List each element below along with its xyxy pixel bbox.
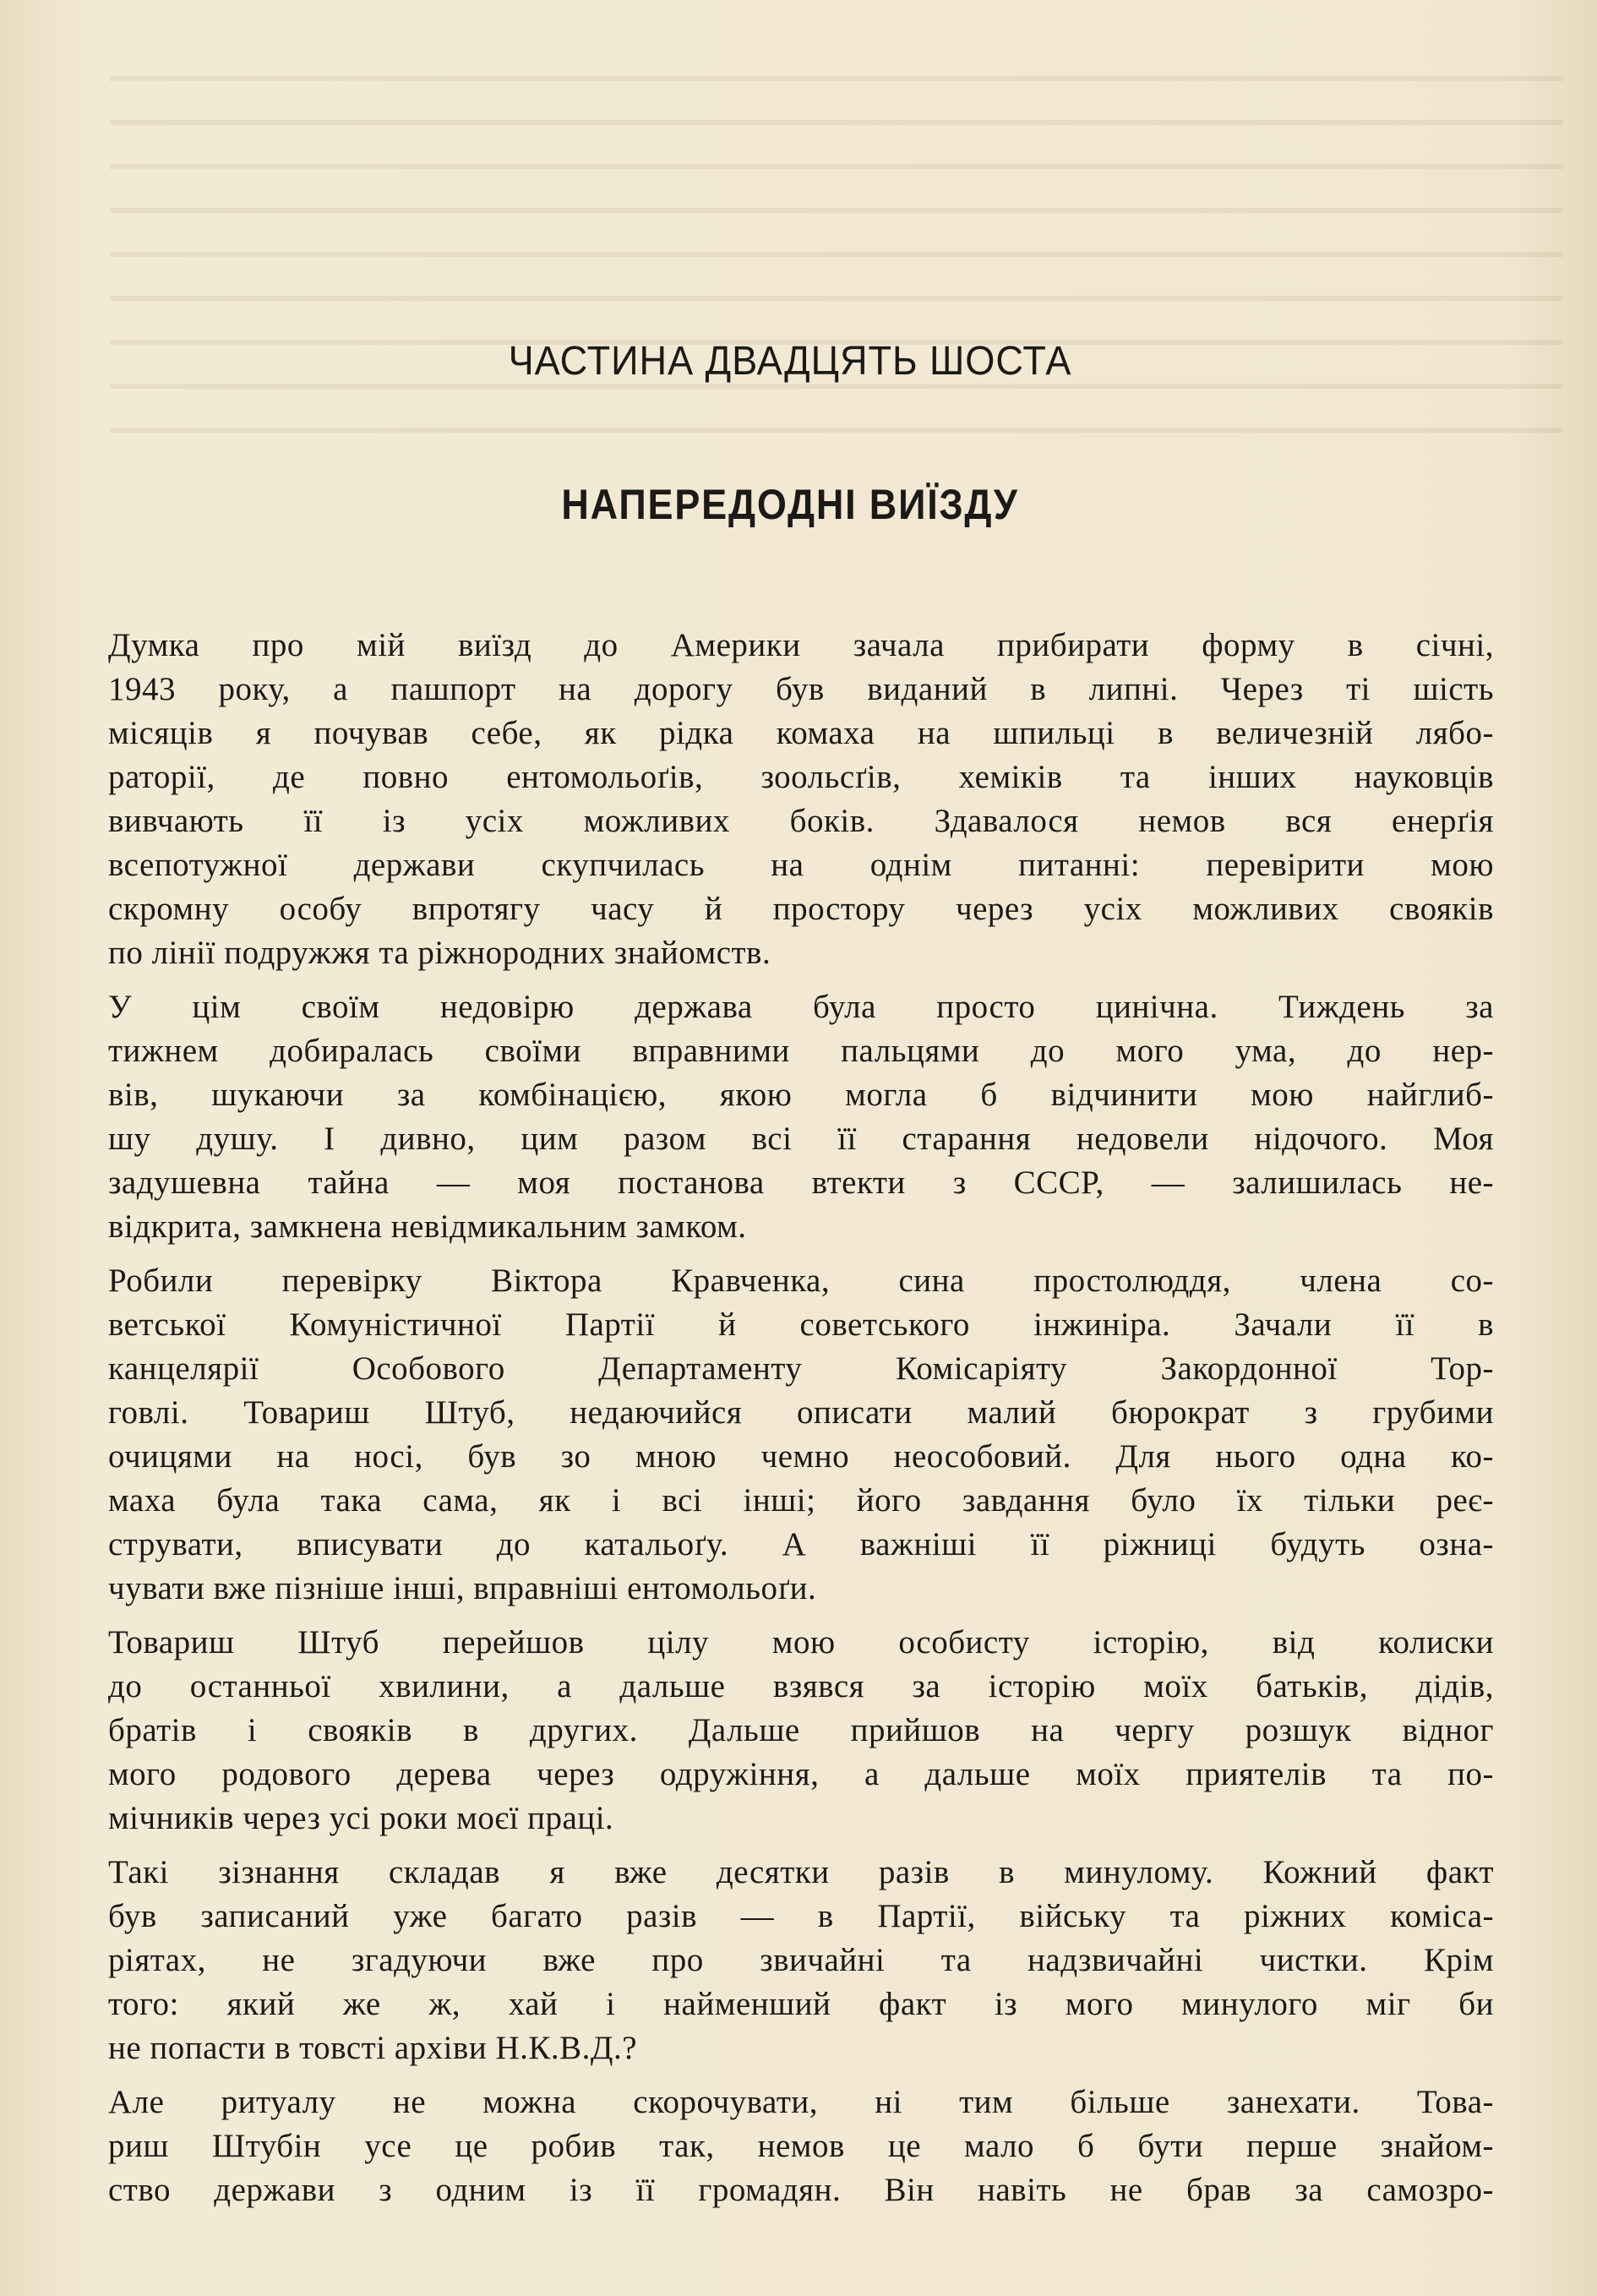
text-line: ство держави з одним із її громадян. Він навіть не брав за самозро- (108, 2172, 1494, 2208)
part-title: ЧАСТИНА ДВАДЦЯТЬ ШОСТА (508, 339, 1072, 384)
text-line: чувати вже пізніше інші, вправніші ентомольоґи. (108, 1570, 817, 1606)
text-line: очицями на носі, був зо мною чемно неособовий. Для нього одна ко- (108, 1438, 1494, 1475)
paragraph (108, 2081, 1494, 2212)
text-line: тижнем добиралась своїми вправними пальцями до мого ума, до нер- (108, 1033, 1494, 1069)
text-line: маха була така сама, як і всі інші; його завдання було їх тільки реє- (108, 1482, 1494, 1519)
text-line: всепотужної держави скупчилась на однім питанні: перевірити мою (108, 847, 1494, 883)
text-line: Робили перевірку Віктора Кравченка, сина простолюддя, члена со- (108, 1263, 1494, 1299)
bleed-through-text (110, 76, 1563, 465)
text-line: раторії, де повно ентомольоґів, зоольсґів, хеміків та інших науковців (108, 759, 1494, 795)
text-line: струвати, вписувати до катальоґу. А важніші її ріжниці будуть озна- (108, 1526, 1494, 1562)
text-line: братів і свояків в других. Дальше прийшов на чергу розшук відног (108, 1712, 1494, 1748)
text-line: був записаний уже багато разів — в Партії, війську та ріжних коміса- (108, 1898, 1494, 1934)
text-line: мічників через усі роки моєї праці. (108, 1800, 614, 1836)
text-line: риш Штубін усе це робив так, немов це мало б бути перше знайом- (108, 2128, 1494, 2164)
text-line: Але ритуалу не можна скорочувати, ні тим більше занехати. Това- (108, 2084, 1494, 2120)
text-line: місяців я почував себе, як рідка комаха на шпильці в величезній лябо- (108, 715, 1494, 751)
text-line: Думка про мій виїзд до Америки зачала прибирати форму в січні, (108, 627, 1494, 663)
paragraph (108, 985, 1494, 1249)
text-line: говлі. Товариш Штуб, недаючийся описати малий бюрократ з грубими (108, 1394, 1494, 1431)
paragraph (108, 1259, 1494, 1611)
paragraph (108, 1621, 1494, 1841)
text-line: скромну особу впротягу часу й простору через усіх можливих свояків (108, 891, 1494, 927)
text-line: того: який же ж, хай і найменший факт із мого минулого міг би (108, 1986, 1494, 2022)
text-line: по лінії подружжя та ріжнородних знайомств. (108, 935, 771, 971)
text-line: не попасти в товсті архіви Н.К.В.Д.? (108, 2030, 638, 2066)
text-line: Товариш Штуб перейшов цілу мою особисту історію, від колиски (108, 1624, 1494, 1661)
text-line: до останньої хвилини, а дальше взявся за історію моїх батьків, дідів, (108, 1668, 1494, 1704)
text-line: вів, шукаючи за комбінацією, якою могла б відчинити мою найглиб- (108, 1077, 1494, 1113)
body-text (108, 624, 1494, 2222)
text-line: мого родового дерева через одружіння, а дальше моїх приятелів та по- (108, 1756, 1494, 1792)
text-line: вивчають її із усіх можливих боків. Здавалося немов вся енерґія (108, 803, 1494, 839)
text-line: ріятах, не згадуючи вже про звичайні та надзвичайні чистки. Крім (108, 1942, 1494, 1978)
text-line: ветської Комуністичної Партії й советського інжиніра. Зачали її в (108, 1306, 1494, 1343)
paragraph (108, 1851, 1494, 2070)
text-line: У цім своїм недовірю держава була просто цинічна. Тиждень за (108, 989, 1494, 1025)
text-line: відкрита, замкнена невідмикальним замком. (108, 1208, 747, 1245)
paragraph (108, 624, 1494, 975)
text-line: задушевна тайна — моя постанова втекти з СССР, — залишилась не- (108, 1164, 1494, 1201)
text-line: шу душу. І дивно, цим разом всі її старання недовели нідочого. Моя (108, 1121, 1494, 1157)
text-line: канцелярії Особового Департаменту Комісаріяту Закордонної Тор- (108, 1350, 1494, 1387)
chapter-title: НАПЕРЕДОДНІ ВИЇЗДУ (561, 481, 1019, 528)
text-line: 1943 року, а пашпорт на дорогу був виданий в липні. Через ті шість (108, 671, 1494, 707)
text-line: Такі зізнання складав я вже десятки разів в минулому. Кожний факт (108, 1854, 1494, 1890)
